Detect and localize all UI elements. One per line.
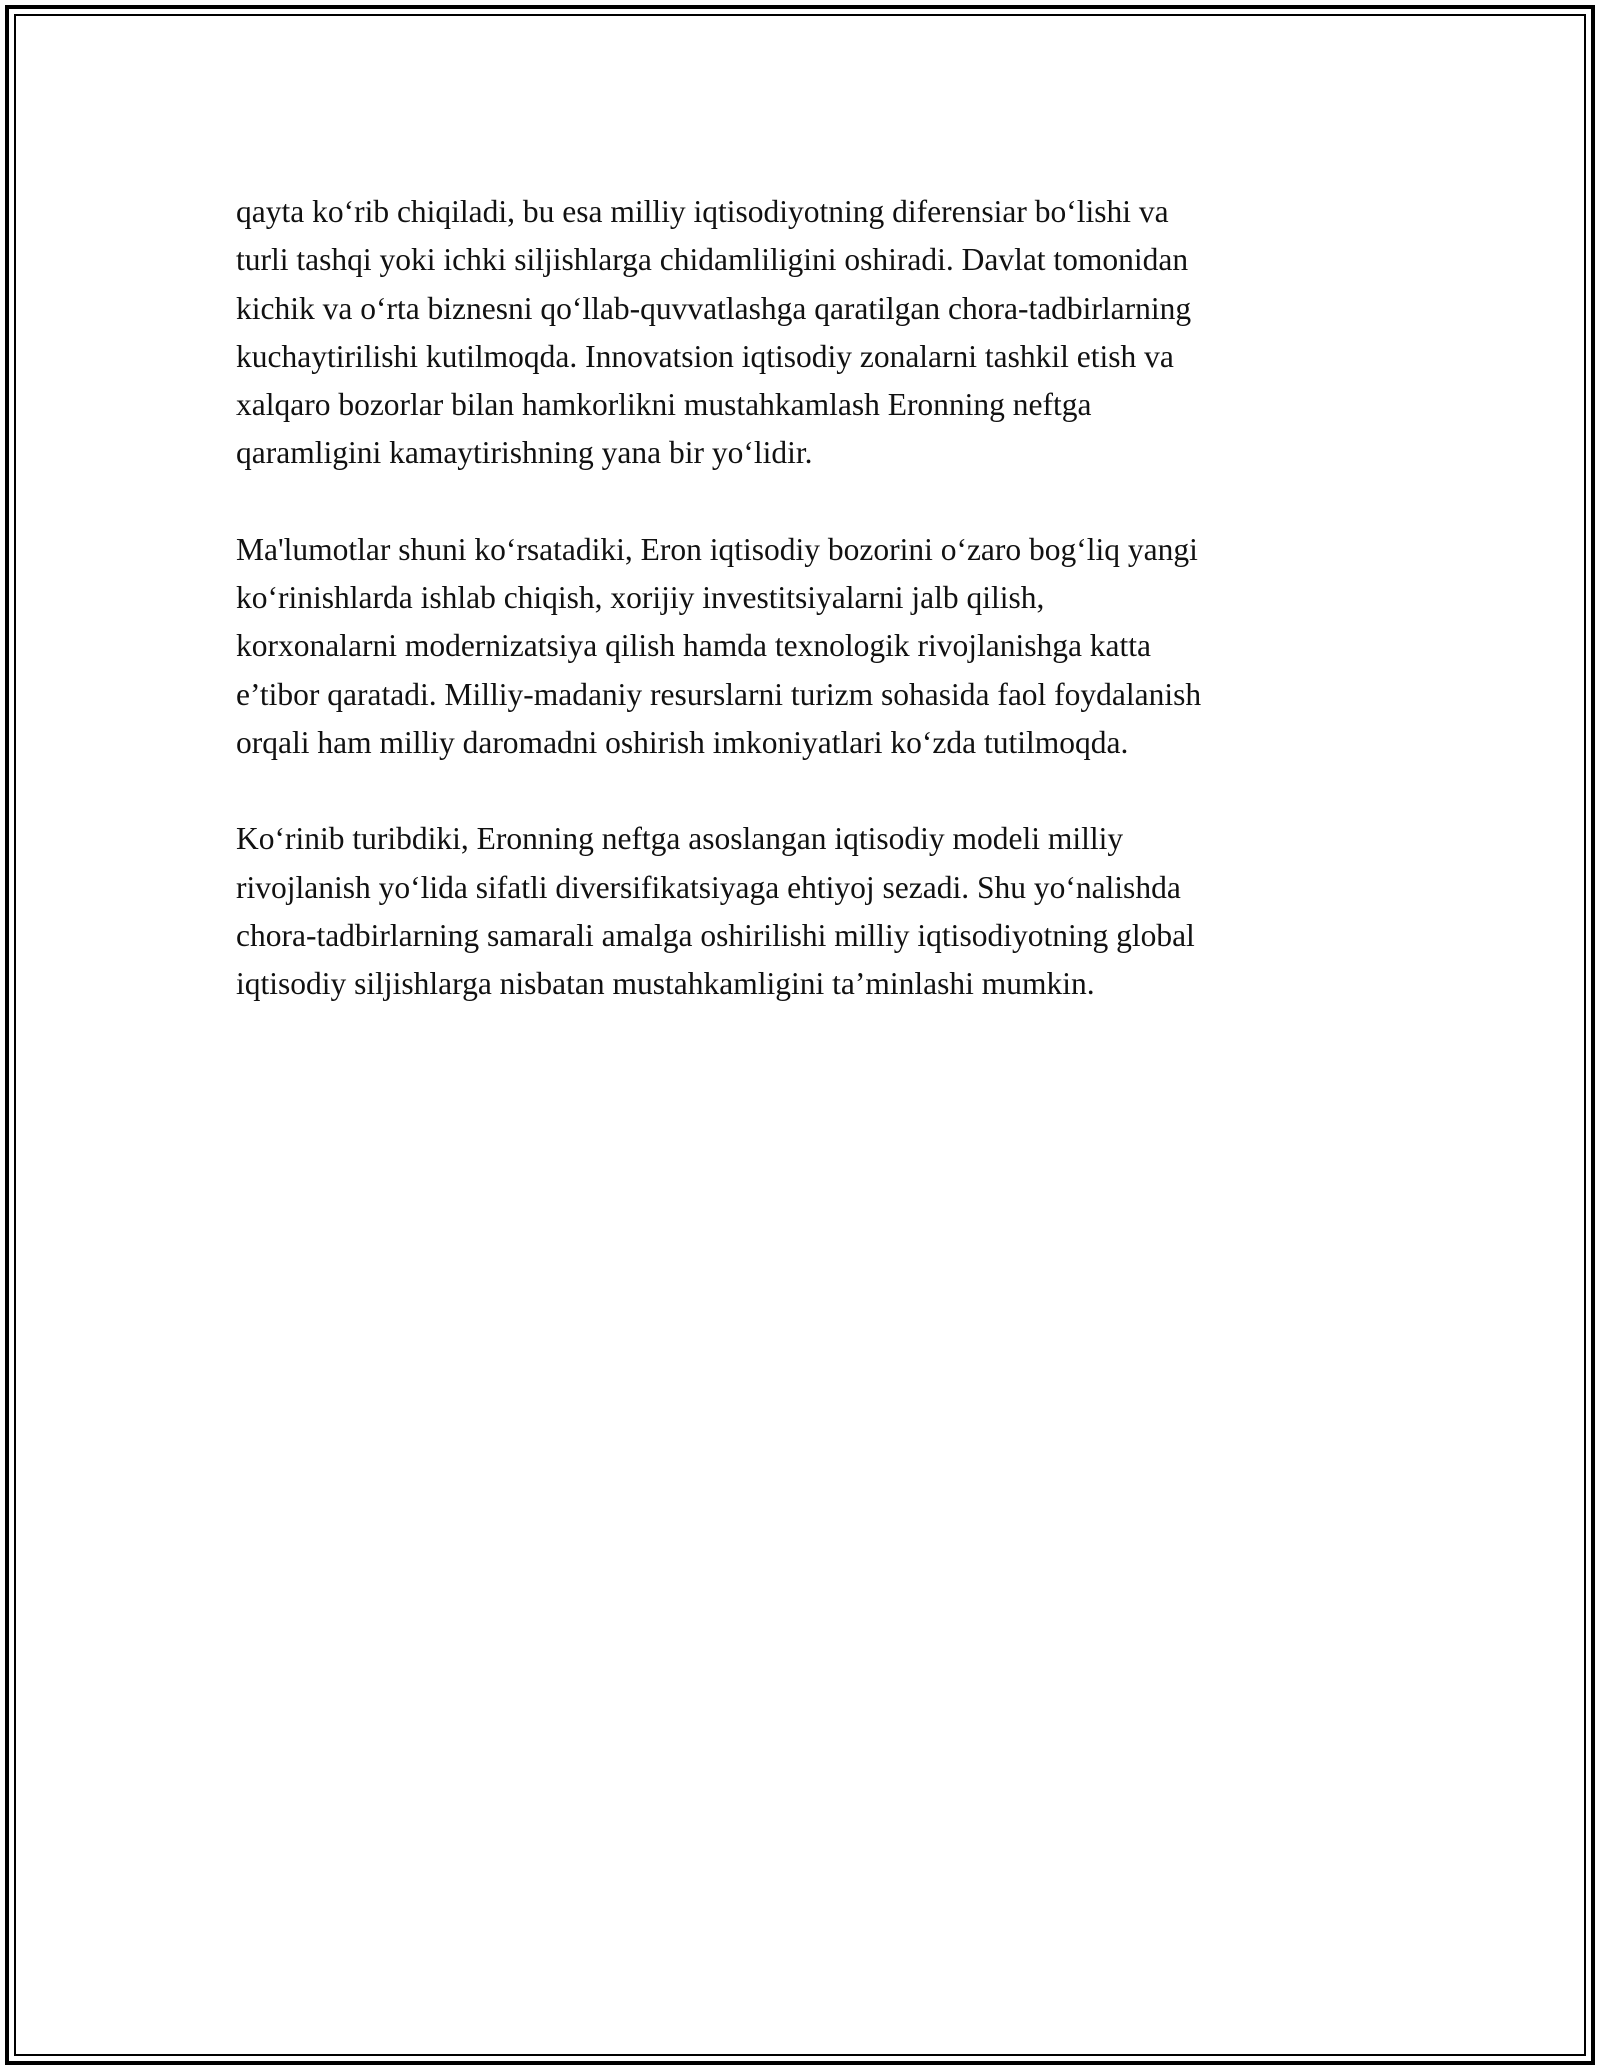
text-line: orqali ham milliy daromadni oshirish imkoniyatlari koʻzda tutilmoqda. [236,724,1129,760]
text-line: rivojlanish yoʻlida sifatli diversifikatsiyaga ehtiyoj sezadi. Shu yoʻnalishda [236,869,1181,905]
text-line: qayta koʻrib chiqiladi, bu esa milliy iqtisodiyotning diferensiar boʻlishi va [236,194,1169,229]
paragraph [236,815,1376,1008]
document-body [236,188,1376,1056]
text-line: Koʻrinib turibdiki, Eronning neftga asoslangan iqtisodiy modeli milliy [236,821,1124,857]
text-line: chora-tadbirlarning samarali amalga oshirilishi milliy iqtisodiyotning global [236,917,1195,953]
text-line: e’tibor qaratadi. Milliy-madaniy resurslarni turizm sohasida faol foydalanish [236,676,1202,712]
text-line: iqtisodiy siljishlarga nisbatan mustahkamligini ta’minlashi mumkin. [236,966,1095,1002]
paragraph [236,526,1376,767]
text-line: kichik va oʻrta biznesni qoʻllab-quvvatlashga qaratilgan chora-tadbirlarning [236,290,1192,326]
text-line: koʻrinishlarda ishlab chiqish, xorijiy investitsiyalarni jalb qilish, [236,580,1045,616]
text-line: korxonalarni modernizatsiya qilish hamda texnologik rivojlanishga katta [236,628,1152,664]
paragraph [236,188,1376,478]
text-line: turli tashqi yoki ichki siljishlarga chidamliligini oshiradi. Davlat tomonidan [236,242,1189,278]
text-line: qaramligini kamaytirishning yana bir yoʻlidir. [236,435,813,471]
text-line: kuchaytirilishi kutilmoqda. Innovatsion iqtisodiy zonalarni tashkil etish va [236,338,1174,374]
text-line: xalqaro bozorlar bilan hamkorlikni mustahkamlash Eronning neftga [236,387,1092,423]
text-line: Ma'lumotlar shuni koʻrsatadiki, Eron iqtisodiy bozorini oʻzaro bogʻliq yangi [236,531,1198,567]
